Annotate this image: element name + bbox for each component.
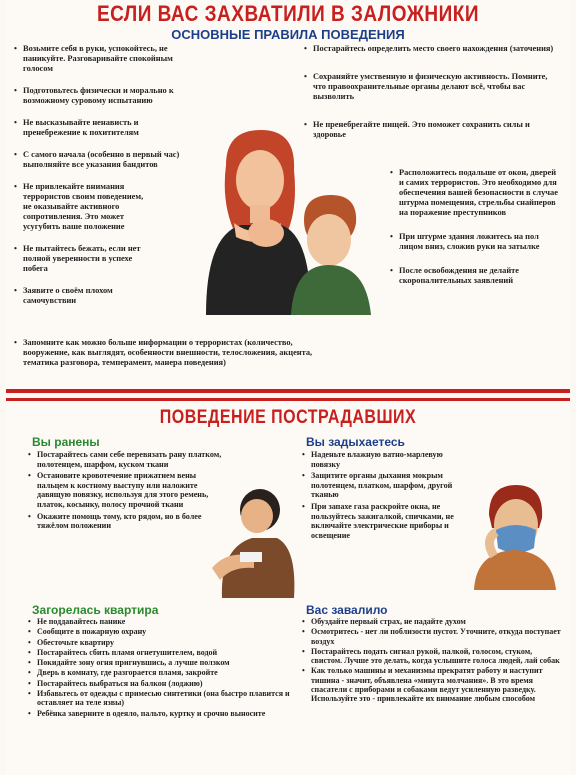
list-item: • Наденьте влажную ватно-марлевую повязку	[302, 450, 464, 469]
page-subtitle: ОСНОВНЫЕ ПРАВИЛА ПОВЕДЕНИЯ	[171, 27, 405, 42]
list-item: • Осмотритесь - нет ли поблизости пустот. Уточните, откуда поступает воздух	[302, 627, 564, 646]
section-divider	[6, 389, 570, 393]
list-item: • Обесточьте квартиру	[28, 638, 290, 647]
list-item: • Сохраняйте умственную и физическую активность. Помните, что правоохранительные органы делают всё, чтобы вас вызволить	[304, 72, 562, 102]
list-item: • Постарайтесь определить место своего нахождения (заточения)	[304, 44, 562, 54]
list-item: • При запахе газа раскройте окна, не пользуйтесь зажигалкой, спичками, не включайте электрические приборы и освещение	[302, 502, 464, 540]
list-item: • Не пренебрегайте пищей. Это поможет сохранить силы и здоровье	[304, 120, 562, 140]
list-item: • Заявите о своём плохом самочувствии	[14, 286, 153, 306]
collapse-list	[302, 617, 564, 705]
list-item: • Не высказывайте ненависть и пренебрежение к похитителям	[14, 118, 190, 138]
list-item: • После освобождения не делайте скоропалительных заявлений	[390, 266, 562, 286]
hostage-rules-right-bottom	[390, 168, 562, 294]
list-item: • Ребёнка заверните в одеяло, пальто, куртку и срочно выносите	[28, 709, 290, 718]
list-item: • Постарайтесь выбраться на балкон (лоджию)	[28, 679, 290, 688]
section-divider	[6, 398, 570, 401]
list-item: • Не пытайтесь бежать, если нет полной уверенности в успехе побега	[14, 244, 153, 274]
list-item: • Постарайтесь сбить пламя огнетушителем, водой	[28, 648, 290, 657]
list-item: • Запомните как можно больше информации о террористах (количество, вооружение, как выглядят, особенности внешности, телосложения, акцента, тематика разговора, темперамент, манера поведения)	[14, 338, 314, 368]
list-item: • При штурме здания ложитесь на пол лицом вниз, сложив руки на затылке	[390, 232, 562, 252]
list-item: • Покидайте зону огня пригнувшись, а лучше ползком	[28, 658, 290, 667]
gas-mask-man-illustration	[464, 480, 564, 590]
list-item: • Избавьтесь от одежды с примесью синтетики (она быстро плавится и оставляет на теле язвы)	[28, 689, 290, 708]
list-item: • Не поддавайтесь панике	[28, 617, 290, 626]
hostage-rules-left	[14, 44, 190, 314]
section-heading-wounded: Вы ранены	[32, 435, 100, 449]
fire-list	[28, 617, 290, 719]
section-title: ПОВЕДЕНИЕ ПОСТРАДАВШИХ	[159, 407, 417, 428]
list-item: • Дверь в комнату, где разгорается пламя, закройте	[28, 668, 290, 677]
list-item: • Окажите помощь тому, кто рядом, но в более тяжёлом положении	[28, 512, 228, 531]
wounded-list	[28, 450, 228, 533]
section-heading-collapse: Вас завалило	[306, 603, 388, 617]
list-item: • С самого начала (особенно в первый час) выполняйте все указания бандитов	[14, 150, 190, 170]
section-heading-fire: Загорелась квартира	[32, 603, 159, 617]
poster	[6, 0, 570, 775]
wounded-man-illustration	[202, 488, 302, 598]
list-item: • Остановите кровотечение прижатием вены пальцем к костному выступу или наложите давящую повязку, используя для этого ремень, платок, косынку, полосу прочной ткани	[28, 471, 228, 509]
list-item: • Расположитесь подальше от окон, дверей и самих террористов. Это необходимо для обеспечения вашей безопасности в случае штурма помещения, стрельбы снайперов на поражение преступников	[390, 168, 562, 218]
hostage-rule-wide	[14, 338, 314, 376]
suffocating-list	[302, 450, 464, 542]
list-item: • Подготовьтесь физически и морально к возможному суровому испытанию	[14, 86, 190, 106]
list-item: • Обуздайте первый страх, не падайте духом	[302, 617, 564, 626]
list-item: • Сообщите в пожарную охрану	[28, 627, 290, 636]
section-heading-suffocating: Вы задыхаетесь	[306, 435, 405, 449]
hostages-illustration	[186, 125, 386, 315]
list-item: • Не привлекайте внимания террористов своим поведением, не оказывайте активного сопротивления. Это может усугубить ваше положение	[14, 182, 153, 232]
list-item: • Возьмите себя в руки, успокойтесь, не паникуйте. Разговаривайте спокойным голосом	[14, 44, 190, 74]
list-item: • Постарайтесь сами себе перевязать рану платком, полотенцем, шарфом, куском ткани	[28, 450, 228, 469]
page-title: ЕСЛИ ВАС ЗАХВАТИЛИ В ЗАЛОЖНИКИ	[96, 2, 480, 27]
list-item: • Как только машины и механизмы прекратят работу и наступит тишина - значит, объявлена «минута молчания». В это время спасатели с приборами и собаками ведут усиленную разведку. Используйте это - привлекайте их внимание любым способом	[302, 666, 564, 703]
list-item: • Постарайтесь подать сигнал рукой, палкой, голосом, стуком, свистом. Лучше это делать, когда услышите голоса людей, лай собак	[302, 647, 564, 666]
list-item: • Защитите органы дыхания мокрым полотенцем, платком, шарфом, другой тканью	[302, 471, 464, 500]
